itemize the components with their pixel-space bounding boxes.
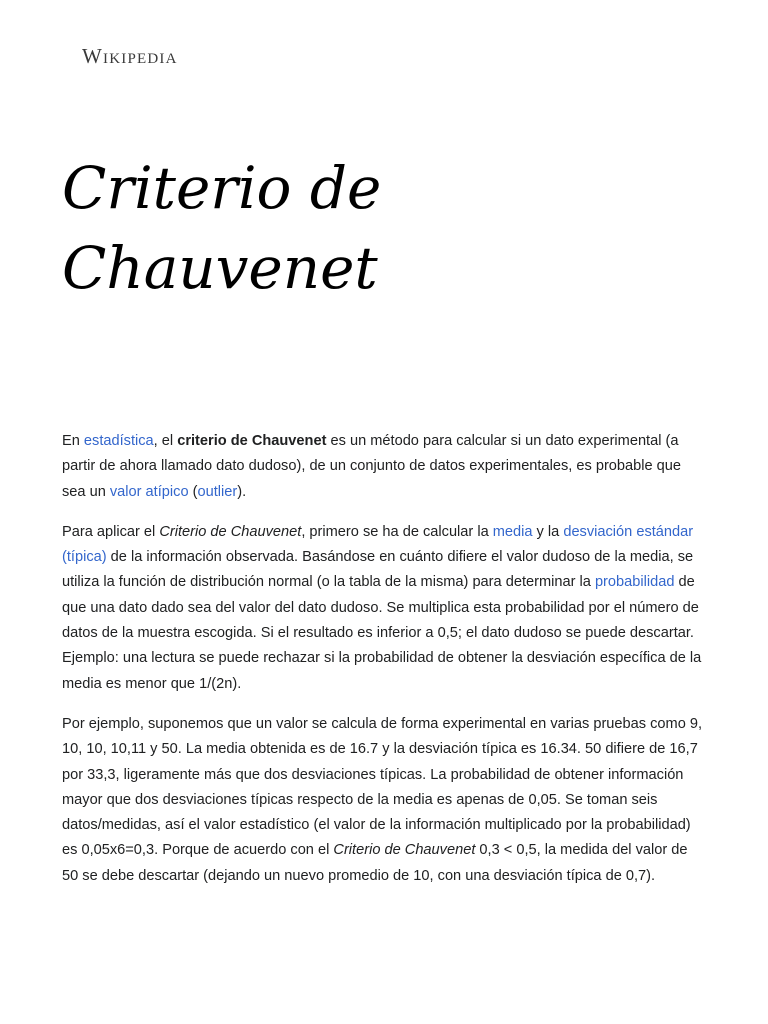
text-run: En [62, 433, 84, 449]
article-body [62, 429, 706, 904]
page-title-line-1: Criterio de [62, 154, 382, 222]
link-outlier[interactable]: outlier [197, 483, 238, 500]
link-valor-atipico[interactable]: valor atípico [109, 483, 189, 500]
bold-term: criterio de Chauvenet [177, 433, 327, 449]
paragraph-method [62, 520, 706, 697]
text-run: ( [188, 483, 198, 500]
link-probabilidad[interactable]: probabilidad [594, 574, 675, 591]
text-run: , el [153, 433, 178, 449]
site-header [82, 42, 178, 70]
wikipedia-logo[interactable]: Wikipedia [82, 44, 178, 68]
italic-term: Criterio de Chauvenet [333, 842, 476, 859]
page-title [62, 148, 712, 308]
italic-term: Criterio de Chauvenet [159, 523, 302, 540]
text-run: es un método para calcular si un dato experimental (a partir de ahora llamado dato dudoso), de un conjunto de datos experimentales, es probable que sea un [62, 433, 682, 500]
text-run: , primero se ha de calcular la [301, 523, 493, 540]
text-run: 0,3 < 0,5, la medida del valor de 50 se debe descartar (dejando un nuevo promedio de 10, con una desviación típica de 0,7). [62, 842, 688, 884]
text-run: ). [237, 483, 247, 500]
text-run: Por ejemplo, suponemos que un valor se calcula de forma experimental en varias pruebas como 9, 10, 10, 10,11 y 50. La media obtenida es de 16.7 y la desviación típica es 16.34. 50 difiere de 16,7 por 33,3, ligeramente más que dos desviaciones típicas. La probabilidad de obtener información mayor que dos desviaciones típicas respecto de la media es apenas de 0,05. Se toman seis datos/medidas, así el valor estadístico (el valor de la información multiplicado por la probabilidad) es 0,05x6=0,3. Porque de acuerdo con el [62, 715, 703, 859]
text-run: de la información observada. Basándose en cuánto difiere el valor dudoso de la media, se utiliza la función de distribución normal (o la tabla de la misma) para determinar la [62, 549, 694, 591]
link-media[interactable]: media [492, 523, 533, 540]
paragraph-intro [62, 429, 706, 505]
text-run: de que una dato dado sea del valor del dato dudoso. Se multiplica esta probabilidad por el número de datos de la muestra escogida. Si el resultado es inferior a 0,5; el dato dudoso se puede descartar. Ejemplo: una lectura se puede rechazar si la probabilidad de obtener la desviación específica de la media es menor que 1/(2n). [62, 574, 702, 692]
text-run: Para aplicar el [62, 523, 160, 540]
link-desviacion-estandar[interactable]: desviación estándar (típica) [62, 523, 694, 566]
page-title-line-2: Chauvenet [62, 234, 378, 302]
link-estadistica[interactable]: estadística [83, 433, 154, 449]
paragraph-example [62, 712, 706, 889]
text-run: y la [532, 523, 564, 540]
